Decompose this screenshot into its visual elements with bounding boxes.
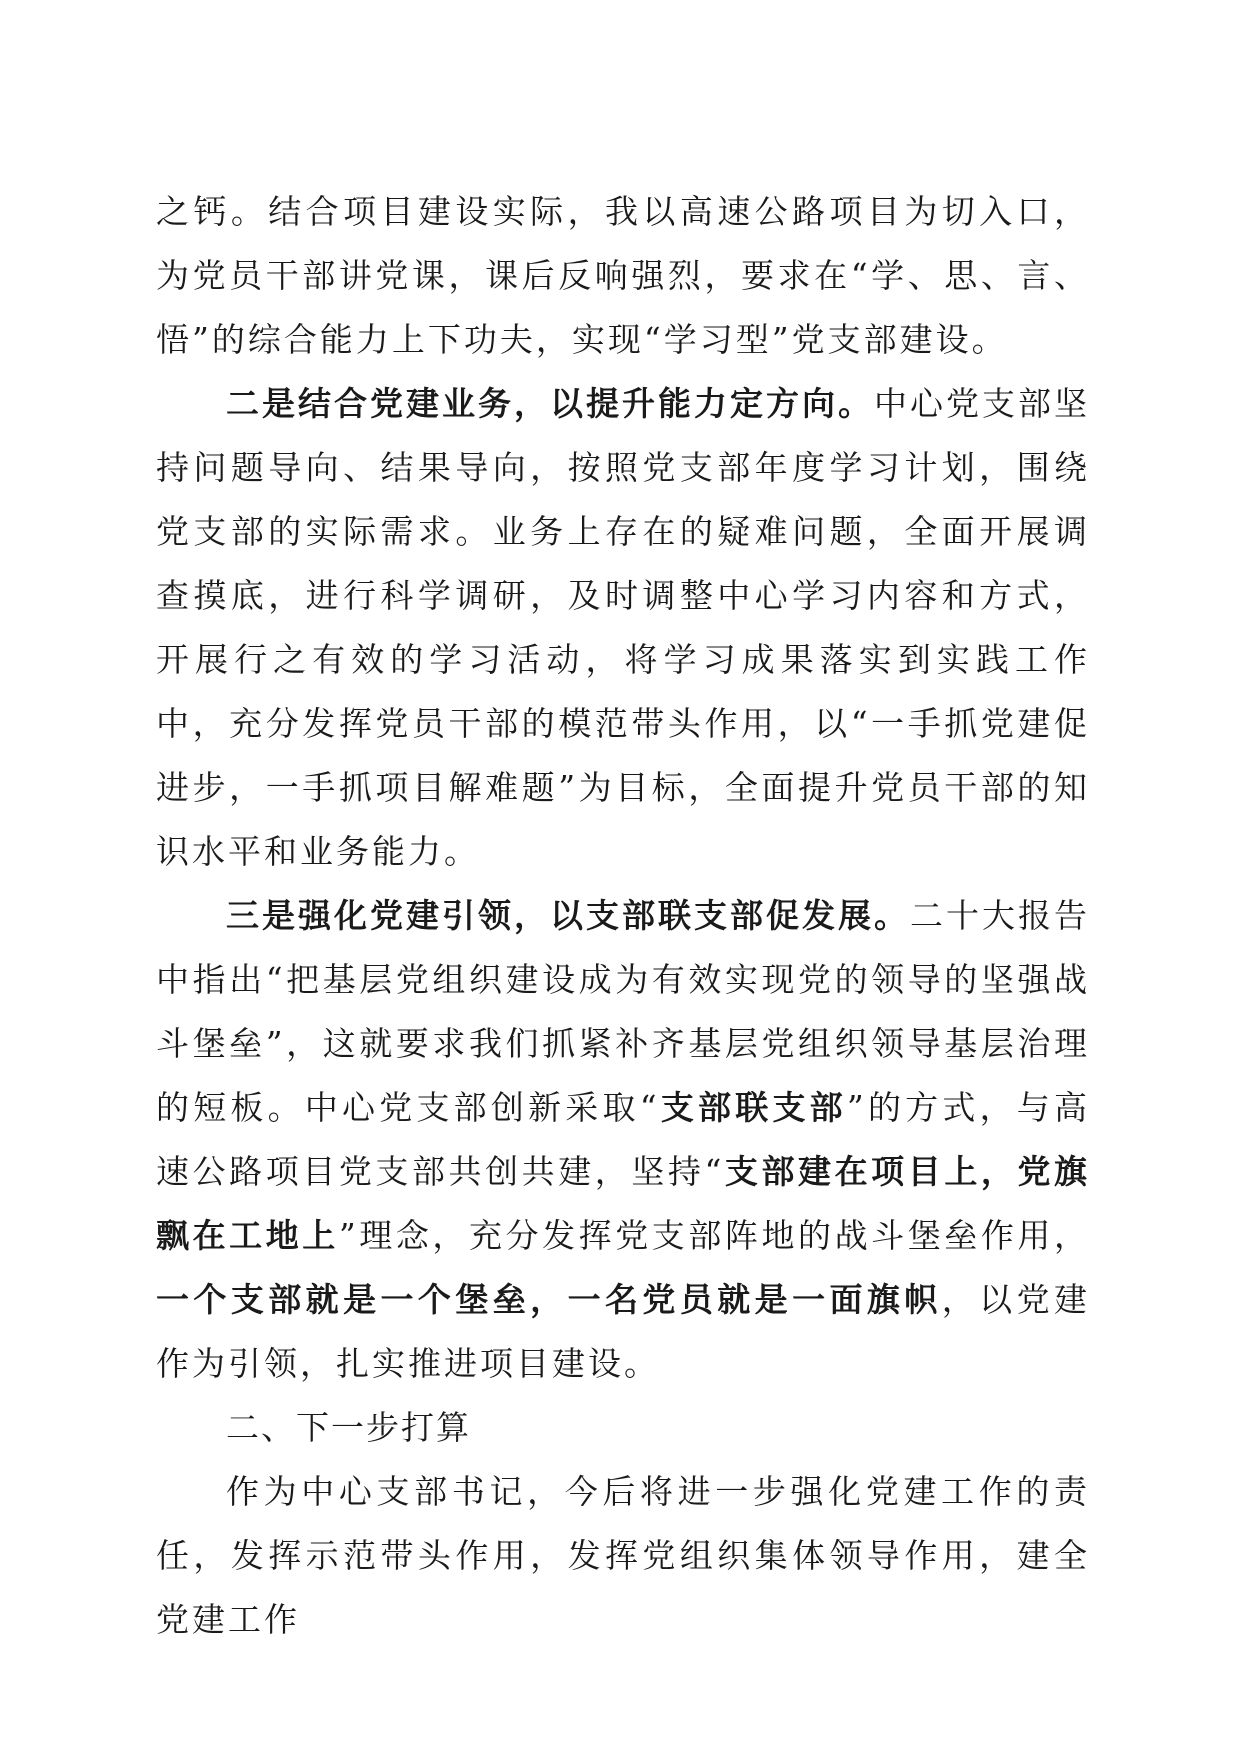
paragraph-text: 作为中心支部书记，今后将进一步强化党建工作的责任，发挥示范带头作用，发挥党组织集体领导作用，建全党建工作 (156, 1472, 1090, 1639)
emphasis-text: 支部联支部 (659, 1088, 847, 1127)
paragraph-plans (156, 1460, 1090, 1652)
paragraph-capability-direction (156, 372, 1090, 884)
document-page (156, 180, 1090, 1652)
paragraph-study-lessons (156, 180, 1090, 372)
paragraph-text: 之钙。结合项目建设实际，我以高速公路项目为切入口，为党员干部讲党课，课后反响强烈，要求在“学、思、言、悟”的综合能力上下功夫，实现“学习型”党支部建设。 (156, 192, 1090, 359)
paragraph-text: 二十大报告中指出“把基层党组织建设成为有效实现党的领导的坚强战斗堡垒”，这就要求我们抓紧补齐基层党组织领导基层治理的短板。中心党支部创新采取“ (156, 896, 1090, 1127)
paragraph-text: 中心党支部坚持问题导向、结果导向，按照党支部年度学习计划，围绕党支部的实际需求。业务上存在的疑难问题，全面开展调查摸底，进行科学调研，及时调整中心学习内容和方式，开展行之有效的学习活动，将学习成果落实到实践工作中，充分发挥党员干部的模范带头作用，以“一手抓党建促进步，一手抓项目解难题”为目标，全面提升党员干部的知识水平和业务能力。 (156, 384, 1090, 871)
emphasis-text: 一个支部就是一个堡垒，一名党员就是一面旗帜 (156, 1280, 942, 1319)
paragraph-text: ”的方式，与高速公路项目党支部共创共建，坚持“ (156, 1088, 1091, 1191)
paragraph-branch-linkage (156, 884, 1090, 1396)
emphasis-text: 支部建在项目上，党旗飘在工地上 (156, 1152, 1091, 1255)
paragraph-lead: 二是结合党建业务，以提升能力定方向。 (226, 384, 874, 423)
paragraph-lead: 三是强化党建引领，以支部联支部促发展。 (226, 896, 910, 935)
section-heading-next-steps: 二、下一步打算 (226, 1408, 471, 1447)
paragraph-text: ，以党建作为引领，扎实推进项目建设。 (156, 1280, 1091, 1383)
paragraph-text: ”理念，充分发挥党支部阵地的战斗堡垒作用， (338, 1216, 1090, 1255)
